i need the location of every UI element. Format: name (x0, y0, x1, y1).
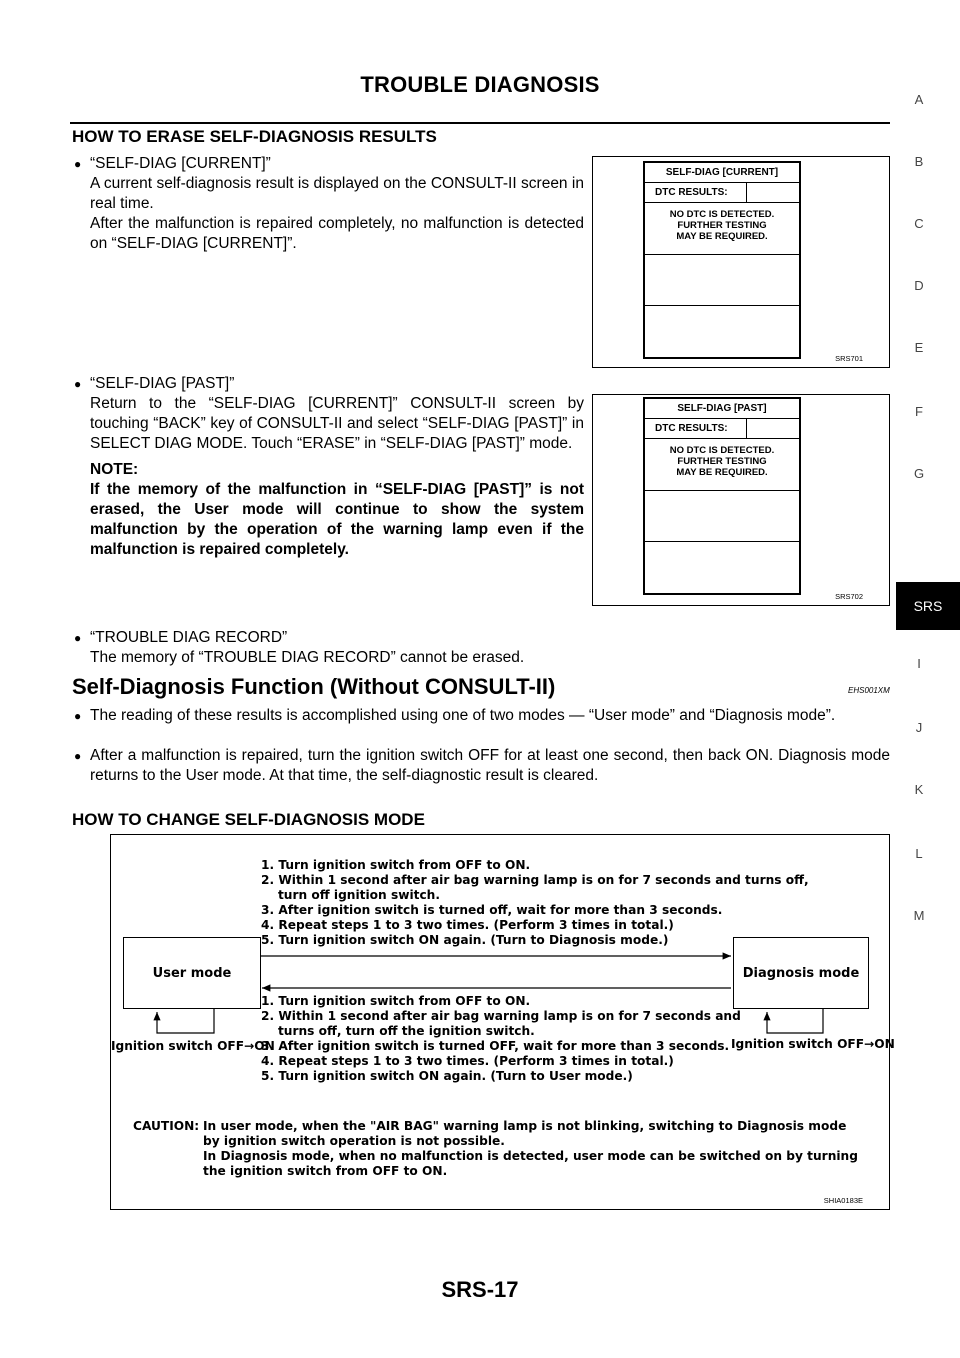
caution-label: CAUTION: (133, 1119, 200, 1133)
figure-srs702 (592, 394, 890, 606)
consult-screen (643, 397, 801, 595)
step-line: 5. Turn ignition switch ON again. (Turn to User mode.) (261, 1069, 633, 1083)
message-line: MAY BE REQUIRED. (676, 467, 768, 478)
user-mode-box: User mode (123, 937, 261, 1009)
page-title: TROUBLE DIAGNOSIS (360, 72, 600, 97)
message-line: NO DTC IS DETECTED. (669, 445, 775, 456)
figure-id: SRS701 (835, 354, 863, 363)
page-number: SRS-17 (441, 1277, 519, 1302)
sidebar-item-srs-active[interactable]: SRS (896, 582, 960, 630)
empty-row (645, 491, 799, 542)
dtc-results-row (645, 419, 799, 439)
message-line: NO DTC IS DETECTED. (669, 209, 775, 220)
consult-screen (643, 161, 801, 359)
sidebar-item-e[interactable]: E (914, 340, 924, 355)
ignition-loop-right (767, 1008, 823, 1033)
sidebar-item-b[interactable]: B (914, 154, 924, 169)
step-line: 2. Within 1 second after air bag warning lamp is on for 7 seconds and turns off, (261, 873, 809, 887)
message-line: FURTHER TESTING (677, 456, 767, 467)
cell-divider (746, 183, 747, 202)
sidebar-item-j[interactable]: J (915, 720, 923, 735)
section-title-without-consult: Self-Diagnosis Function (Without CONSULT-II) (72, 674, 556, 699)
step-line: 4. Repeat steps 1 to 3 two times. (Perform 3 times in total.) (261, 1054, 674, 1068)
note-body: If the memory of the malfunction in “SELF-DIAG [PAST]” is not erased, the User mode will continue to show the system malfunction by the operation of the warning lamp even if the malfunction is repaired completely. (90, 481, 584, 558)
bullet-icon: ● (74, 631, 82, 645)
figure-id: SHIA0183E (823, 1196, 863, 1205)
step-line: 3. After ignition switch is turned off, wait for more than 3 seconds. (261, 903, 723, 917)
diagnosis-mode-box: Diagnosis mode (733, 937, 869, 1009)
figure-srs701 (592, 156, 890, 368)
sidebar-item-i[interactable]: I (917, 656, 921, 671)
message-row (645, 203, 799, 255)
item-title: “SELF-DIAG [PAST]” (90, 375, 235, 392)
item-title: “SELF-DIAG [CURRENT]” (90, 155, 271, 172)
message-line: MAY BE REQUIRED. (676, 231, 768, 242)
item-body-2: After the malfunction is repaired completely, no malfunction is detected on “SELF-DIAG [CURRENT]”. (90, 215, 584, 252)
item-title: “TROUBLE DIAG RECORD” (90, 629, 288, 646)
section-heading-erase: HOW TO ERASE SELF-DIAGNOSIS RESULTS (72, 127, 437, 146)
empty-row (645, 255, 799, 306)
item-body: After a malfunction is repaired, turn the ignition switch OFF for at least one second, then back ON. Diagnosis mode returns to the User mode. At that time, the self-diagnostic result is cleared. (90, 747, 890, 784)
list-item-record (74, 628, 584, 668)
screen-title: SELF-DIAG [PAST] (645, 399, 799, 419)
item-body: Return to the “SELF-DIAG [CURRENT]” CONSULT-II screen by touching “BACK” key of CONSULT-II and select “SELF-DIAG [PAST]” in SELECT DIAG MODE. Touch “ERASE” in “SELF-DIAG [PAST]” mode. (90, 395, 584, 452)
sidebar-item-f[interactable]: F (915, 404, 923, 419)
item-body: A current self-diagnosis result is displayed on the CONSULT-II screen in real time. (90, 175, 584, 212)
sidebar-item-a[interactable]: A (914, 92, 924, 107)
section-heading-change: HOW TO CHANGE SELF-DIAGNOSIS MODE (72, 810, 425, 829)
step-line: 2. Within 1 second after air bag warning lamp is on for 7 seconds and (261, 1009, 741, 1023)
list-item-current (74, 154, 584, 254)
message-line: FURTHER TESTING (677, 220, 767, 231)
bullet-icon: ● (74, 377, 82, 391)
list-item-repair (74, 746, 890, 786)
bullet-icon: ● (74, 749, 82, 763)
ignition-label-right: Ignition switch OFF→ON (731, 1037, 895, 1051)
list-item-modes (74, 706, 890, 726)
caution-line: the ignition switch from OFF to ON. (203, 1164, 448, 1178)
section-code: EHS001XM (848, 686, 890, 695)
sidebar-item-g[interactable]: G (913, 466, 925, 481)
figure-shia0183e (110, 834, 895, 1210)
step-line: turns off, turn off the ignition switch. (261, 1024, 535, 1038)
dtc-label: DTC RESULTS: (655, 423, 728, 434)
sidebar-item-c[interactable]: C (914, 216, 924, 231)
ignition-loop-left (157, 1008, 214, 1033)
note-label: NOTE: (90, 461, 139, 478)
item-body: The memory of “TROUBLE DIAG RECORD” cannot be erased. (90, 649, 525, 666)
step-line: 4. Repeat steps 1 to 3 two times. (Perform 3 times in total.) (261, 918, 674, 932)
caution-line: In Diagnosis mode, when no malfunction is detected, user mode can be switched on by turning (203, 1149, 858, 1163)
step-line: 3. After ignition switch is turned OFF, wait for more than 3 seconds. (261, 1039, 730, 1053)
caution-text (203, 1119, 858, 1179)
caution-line: by ignition switch operation is not possible. (203, 1134, 505, 1148)
cell-divider (746, 419, 747, 438)
sidebar-item-k[interactable]: K (914, 782, 924, 797)
step-line: turn off ignition switch. (261, 888, 440, 902)
steps-to-user (261, 994, 741, 1084)
step-line: 1. Turn ignition switch from OFF to ON. (261, 994, 531, 1008)
bullet-icon: ● (74, 157, 82, 171)
list-item-past (74, 374, 584, 560)
header-divider (70, 122, 890, 124)
caution-line: In user mode, when the "AIR BAG" warning lamp is not blinking, switching to Diagnosis mode (203, 1119, 847, 1133)
step-line: 1. Turn ignition switch from OFF to ON. (261, 858, 531, 872)
sidebar-item-m[interactable]: M (913, 908, 925, 923)
screen-title: SELF-DIAG [CURRENT] (645, 163, 799, 183)
dtc-results-row (645, 183, 799, 203)
sidebar-item-l[interactable]: L (915, 846, 923, 861)
dtc-label: DTC RESULTS: (655, 187, 728, 198)
bullet-icon: ● (74, 709, 82, 723)
item-body: The reading of these results is accomplished using one of two modes — “User mode” and “Diagnosis mode”. (90, 707, 836, 724)
message-row (645, 439, 799, 491)
ignition-label-left: Ignition switch OFF→ON (111, 1039, 275, 1053)
step-line: 5. Turn ignition switch ON again. (Turn to Diagnosis mode.) (261, 933, 669, 947)
sidebar-item-d[interactable]: D (914, 278, 924, 293)
figure-id: SRS702 (835, 592, 863, 601)
